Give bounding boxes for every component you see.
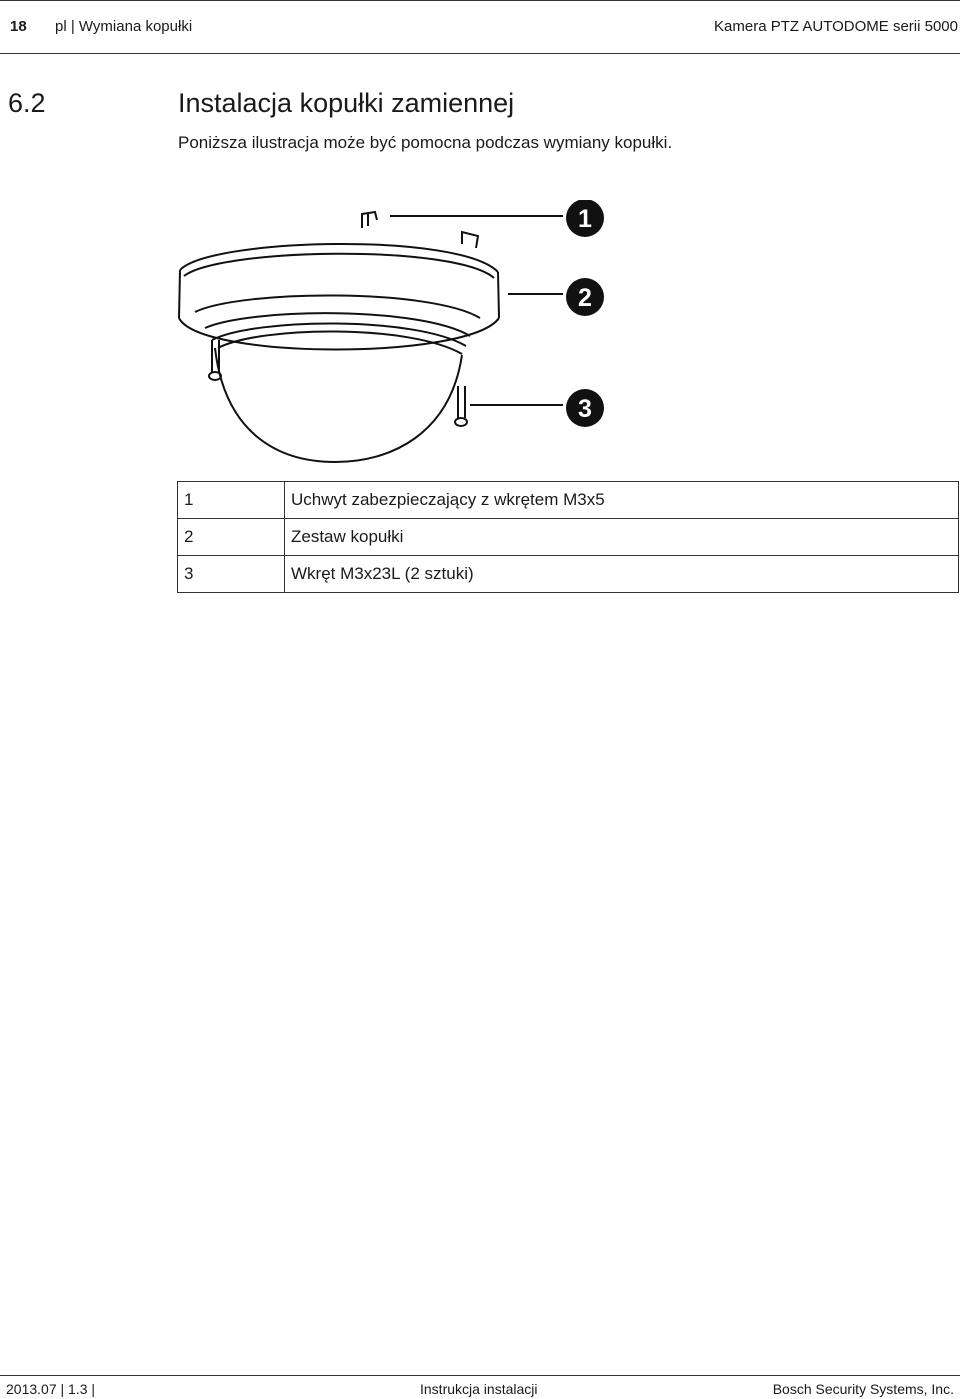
header-product: Kamera PTZ AUTODOME serii 5000	[714, 18, 958, 35]
right-screw-head	[455, 418, 467, 426]
header-top-rule	[0, 0, 960, 1]
header-bottom-rule	[0, 53, 960, 54]
legend-text: Uchwyt zabezpieczający z wkrętem M3x5	[285, 482, 959, 519]
header-section: pl | Wymiana kopułki	[55, 18, 193, 35]
svg-text:1: 1	[578, 205, 592, 233]
dome-illustration	[170, 200, 620, 475]
legend-row	[178, 519, 959, 556]
intro-text: Poniższa ilustracja może być pomocna podczas wymiany kopułki.	[178, 133, 673, 152]
dome-bubble	[215, 348, 462, 462]
callout-2	[566, 278, 604, 316]
legend-number: 3	[178, 556, 285, 593]
outer-ring-top	[180, 244, 498, 272]
legend-text: Wkręt M3x23L (2 sztuki)	[285, 556, 959, 593]
footer-version: 2013.07 | 1.3 |	[6, 1381, 96, 1397]
page-number: 18	[10, 18, 27, 35]
trim-ring-1	[195, 295, 480, 318]
footer-company: Bosch Security Systems, Inc.	[772, 1381, 954, 1397]
legend-table	[177, 481, 959, 593]
section-title: Instalacja kopułki zamiennej	[178, 88, 515, 118]
outer-ring-top-inner	[184, 254, 494, 278]
legend-row	[178, 482, 959, 519]
svg-text:2: 2	[578, 284, 592, 312]
legend-number: 1	[178, 482, 285, 519]
legend-row	[178, 556, 959, 593]
callout-3	[566, 389, 604, 427]
section-number: 6.2	[8, 88, 46, 118]
retaining-clip	[362, 212, 377, 228]
footer-rule	[0, 1375, 960, 1376]
trim-ring-4	[218, 331, 462, 354]
svg-text:3: 3	[578, 395, 592, 423]
legend-number: 2	[178, 519, 285, 556]
rear-tab	[462, 232, 478, 248]
footer-doc-type: Instrukcja instalacji	[420, 1381, 538, 1397]
legend-text: Zestaw kopułki	[285, 519, 959, 556]
callout-1	[566, 200, 604, 237]
